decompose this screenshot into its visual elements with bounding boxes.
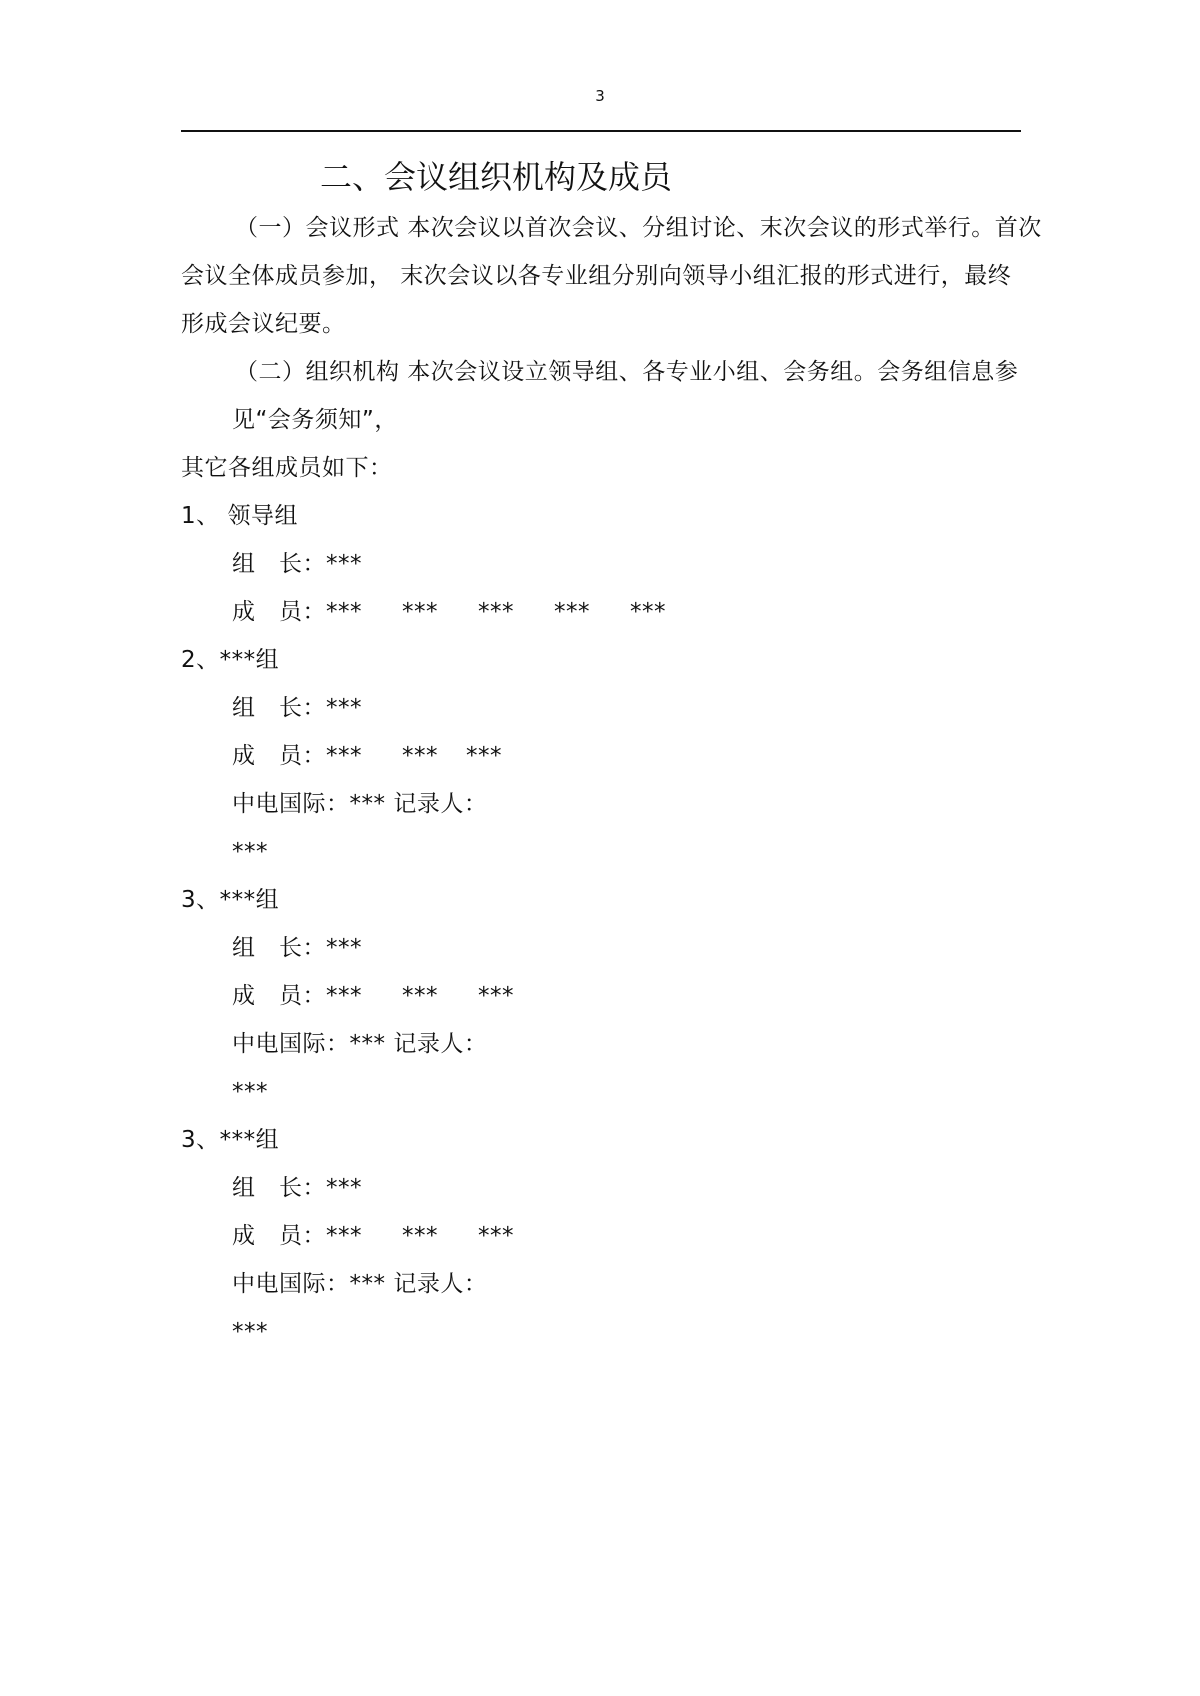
para1-line3: 形成会议纪要。	[181, 311, 346, 337]
recorder-label: 记录人：	[393, 791, 488, 817]
member-name: ***	[478, 983, 514, 1009]
group-leader-line	[232, 933, 362, 963]
cec-label: 中电国际：	[232, 1271, 350, 1297]
group-leader-line	[232, 549, 362, 579]
members-label: 成 员：	[232, 599, 326, 625]
member-name: ***	[402, 599, 438, 625]
group-cec-line	[232, 1029, 487, 1059]
member-name: ***	[554, 599, 590, 625]
leader-label: 组 长：	[232, 1175, 326, 1201]
leader-name: ***	[326, 551, 362, 577]
leader-label: 组 长：	[232, 551, 326, 577]
member-name: ***	[402, 983, 438, 1009]
group-leader-line	[232, 1173, 362, 1203]
cec-name: ***	[349, 791, 386, 817]
member-name: ***	[326, 983, 362, 1009]
para2-line1: （二）组织机构 本次会议设立领导组、各专业小组、会务组。会务组信息参	[235, 359, 1019, 385]
leader-name: ***	[326, 695, 362, 721]
group-cec-line	[232, 789, 487, 819]
leader-name: ***	[326, 1175, 362, 1201]
group-leader-line	[232, 693, 362, 723]
group-heading: 1、 领导组	[181, 503, 298, 529]
member-name: ***	[326, 599, 362, 625]
recorder-name: ***	[232, 1319, 268, 1345]
member-name: ***	[402, 743, 438, 769]
leader-label: 组 长：	[232, 695, 326, 721]
members-intro: 其它各组成员如下：	[181, 455, 393, 481]
member-name: ***	[478, 599, 514, 625]
para1-line1: （一）会议形式 本次会议以首次会议、分组讨论、末次会议的形式举行。首次	[235, 215, 1042, 241]
members-label: 成 员：	[232, 983, 326, 1009]
group-members-line	[232, 741, 502, 771]
cec-name: ***	[349, 1271, 386, 1297]
page-number: 3	[595, 87, 605, 105]
cec-label: 中电国际：	[232, 791, 350, 817]
recorder-name: ***	[232, 839, 268, 865]
group-members-line	[232, 597, 666, 627]
para2-line2: 见“会务须知”，	[232, 407, 398, 433]
group-members-line	[232, 1221, 514, 1251]
member-name: ***	[466, 743, 502, 769]
members-label: 成 员：	[232, 1223, 326, 1249]
member-name: ***	[402, 1223, 438, 1249]
member-name: ***	[326, 743, 362, 769]
group-heading: 3、***组	[181, 1127, 280, 1153]
group-cec-line	[232, 1269, 487, 1299]
member-name: ***	[478, 1223, 514, 1249]
section-title: 二、会议组织机构及成员	[320, 158, 673, 196]
cec-label: 中电国际：	[232, 1031, 350, 1057]
cec-name: ***	[349, 1031, 386, 1057]
para1-line2: 会议全体成员参加， 末次会议以各专业组分别向领导小组汇报的形式进行，最终	[181, 263, 1012, 289]
leader-name: ***	[326, 935, 362, 961]
leader-label: 组 长：	[232, 935, 326, 961]
recorder-label: 记录人：	[393, 1271, 488, 1297]
header-rule	[181, 130, 1021, 132]
group-heading: 3、***组	[181, 887, 280, 913]
recorder-label: 记录人：	[393, 1031, 488, 1057]
member-name: ***	[630, 599, 666, 625]
recorder-name: ***	[232, 1079, 268, 1105]
member-name: ***	[326, 1223, 362, 1249]
group-heading: 2、***组	[181, 647, 280, 673]
members-label: 成 员：	[232, 743, 326, 769]
group-members-line	[232, 981, 514, 1011]
